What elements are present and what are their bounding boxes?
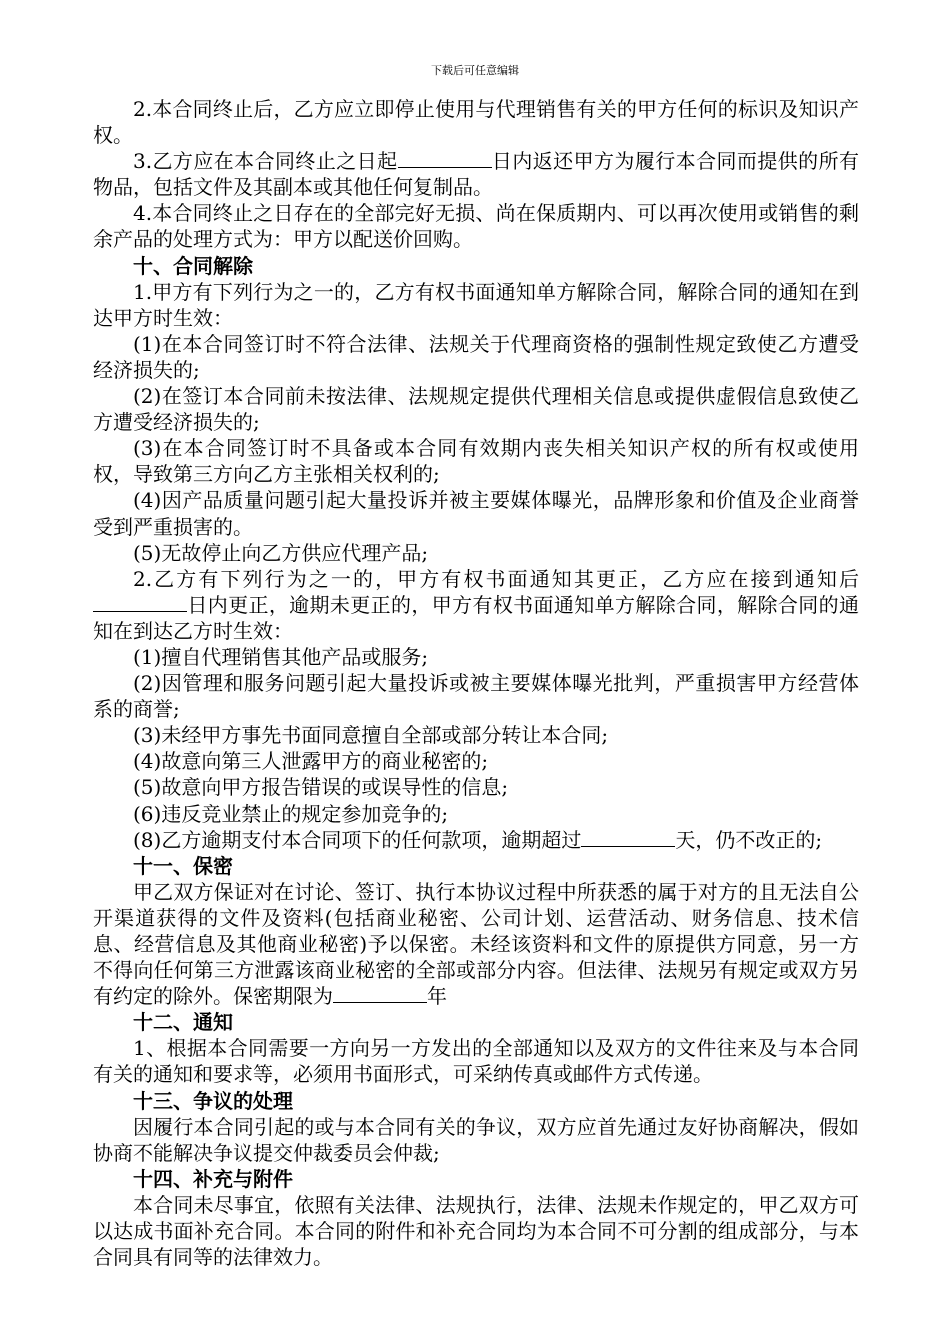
paragraph bbox=[93, 644, 859, 670]
paragraph-text: 十、合同解除 bbox=[133, 253, 253, 278]
paragraph-text: 1、根据本合同需要一方向另一方发出的全部通知以及双方的文件往来及与本合同有关的通知和要求等，必须用书面形式，可采纳传真或邮件方式传递。 bbox=[93, 1036, 859, 1087]
paragraph bbox=[93, 801, 859, 827]
paragraph bbox=[93, 279, 859, 331]
paragraph-text: 十三、争议的处理 bbox=[133, 1088, 293, 1113]
fill-in-blank[interactable] bbox=[93, 593, 187, 612]
paragraph-text: (1)在本合同签订时不符合法律、法规关于代理商资格的强制性规定致使乙方遭受经济损失的; bbox=[93, 331, 859, 382]
document-body bbox=[93, 96, 859, 1270]
paragraph-text: (3)在本合同签订时不具备或本合同有效期内丧失相关知识产权的所有权或使用权，导致第三方向乙方主张相关权利的; bbox=[93, 436, 859, 487]
paragraph bbox=[93, 487, 859, 539]
paragraph-text: (5)故意向甲方报告错误的或误导性的信息; bbox=[133, 775, 509, 800]
paragraph bbox=[93, 774, 859, 800]
paragraph bbox=[93, 1192, 859, 1270]
section-heading bbox=[93, 1009, 859, 1035]
paragraph bbox=[93, 879, 859, 1009]
paragraph bbox=[93, 1035, 859, 1087]
paragraph-text: (4)故意向第三人泄露甲方的商业秘密的; bbox=[133, 749, 489, 774]
paragraph-text: (3)未经甲方事先书面同意擅自全部或部分转让本合同; bbox=[133, 723, 609, 748]
paragraph-text: 十一、保密 bbox=[133, 853, 233, 878]
fill-in-blank[interactable] bbox=[398, 149, 492, 168]
paragraph bbox=[93, 148, 859, 200]
paragraph bbox=[93, 670, 859, 722]
paragraph bbox=[93, 96, 859, 148]
page-header: 下载后可任意编辑 bbox=[431, 64, 519, 77]
paragraph-text: 因履行本合同引起的或与本合同有关的争议，双方应首先通过友好协商解决，假如协商不能解决争议提交仲裁委员会仲裁; bbox=[93, 1114, 859, 1165]
paragraph bbox=[93, 722, 859, 748]
paragraph bbox=[93, 827, 859, 853]
paragraph bbox=[93, 200, 859, 252]
paragraph-text: 3.乙方应在本合同终止之日起 bbox=[133, 149, 398, 174]
paragraph-text: 年 bbox=[427, 984, 447, 1009]
paragraph bbox=[93, 748, 859, 774]
paragraph-text: 2.乙方有下列行为之一的，甲方有权书面通知其更正，乙方应在接到通知后 bbox=[133, 566, 859, 591]
fill-in-blank[interactable] bbox=[333, 984, 427, 1003]
section-heading bbox=[93, 853, 859, 879]
paragraph-text: 甲乙双方保证对在讨论、签订、执行本协议过程中所获悉的属于对方的且无法自公开渠道获得的文件及资料(包括商业秘密、公司计划、运营活动、财务信息、技术信息、经营信息及其他商业秘密)予以保密。未经该资料和文件的原提供方同意，另一方不得向任何第三方泄露该商业秘密的全部或部分内容。但法律、法规另有规定或双方另有约定的除外。保密期限为 bbox=[93, 879, 859, 1009]
paragraph-text: (1)擅自代理销售其他产品或服务; bbox=[133, 644, 429, 669]
paragraph-text: (2)在签订本合同前未按法律、法规规定提供代理相关信息或提供虚假信息致使乙方遭受经济损失的; bbox=[93, 384, 859, 435]
paragraph-text: 天，仍不改正的; bbox=[675, 827, 823, 852]
paragraph-text: (6)违反竞业禁止的规定参加竞争的; bbox=[133, 801, 449, 826]
paragraph-text: (8)乙方逾期支付本合同项下的任何款项，逾期超过 bbox=[133, 827, 582, 852]
fill-in-blank[interactable] bbox=[581, 828, 675, 847]
paragraph bbox=[93, 383, 859, 435]
paragraph-text: 1.甲方有下列行为之一的，乙方有权书面通知单方解除合同，解除合同的通知在到达甲方时生效： bbox=[93, 279, 859, 330]
paragraph-text: 4.本合同终止之日存在的全部完好无损、尚在保质期内、可以再次使用或销售的剩余产品的处理方式为：甲方以配送价回购。 bbox=[93, 201, 859, 252]
paragraph bbox=[93, 566, 859, 644]
paragraph-text: 十四、补充与附件 bbox=[133, 1166, 293, 1191]
paragraph-text: 日内返还甲方为履行本合同而提供的所有物品，包括文件及其副本或其他任何复制品。 bbox=[93, 149, 859, 200]
paragraph bbox=[93, 331, 859, 383]
paragraph bbox=[93, 540, 859, 566]
paragraph-text: 本合同未尽事宜，依照有关法律、法规执行，法律、法规未作规定的，甲乙双方可以达成书面补充合同。本合同的附件和补充合同均为本合同不可分割的组成部分，与本合同具有同等的法律效力。 bbox=[93, 1192, 859, 1270]
section-heading bbox=[93, 253, 859, 279]
paragraph bbox=[93, 1114, 859, 1166]
paragraph-text: (2)因管理和服务问题引起大量投诉或被主要媒体曝光批判，严重损害甲方经营体系的商誉; bbox=[93, 671, 859, 722]
paragraph-text: (4)因产品质量问题引起大量投诉并被主要媒体曝光，品牌形象和价值及企业商誉受到严重损害的。 bbox=[93, 488, 859, 539]
paragraph-text: 日内更正，逾期未更正的，甲方有权书面通知单方解除合同，解除合同的通知在到达乙方时生效： bbox=[93, 592, 859, 643]
paragraph-text: (5)无故停止向乙方供应代理产品; bbox=[133, 540, 429, 565]
paragraph-text: 2.本合同终止后，乙方应立即停止使用与代理销售有关的甲方任何的标识及知识产权。 bbox=[93, 97, 859, 148]
paragraph bbox=[93, 435, 859, 487]
section-heading bbox=[93, 1166, 859, 1192]
paragraph-text: 十二、通知 bbox=[133, 1010, 233, 1035]
section-heading bbox=[93, 1088, 859, 1114]
